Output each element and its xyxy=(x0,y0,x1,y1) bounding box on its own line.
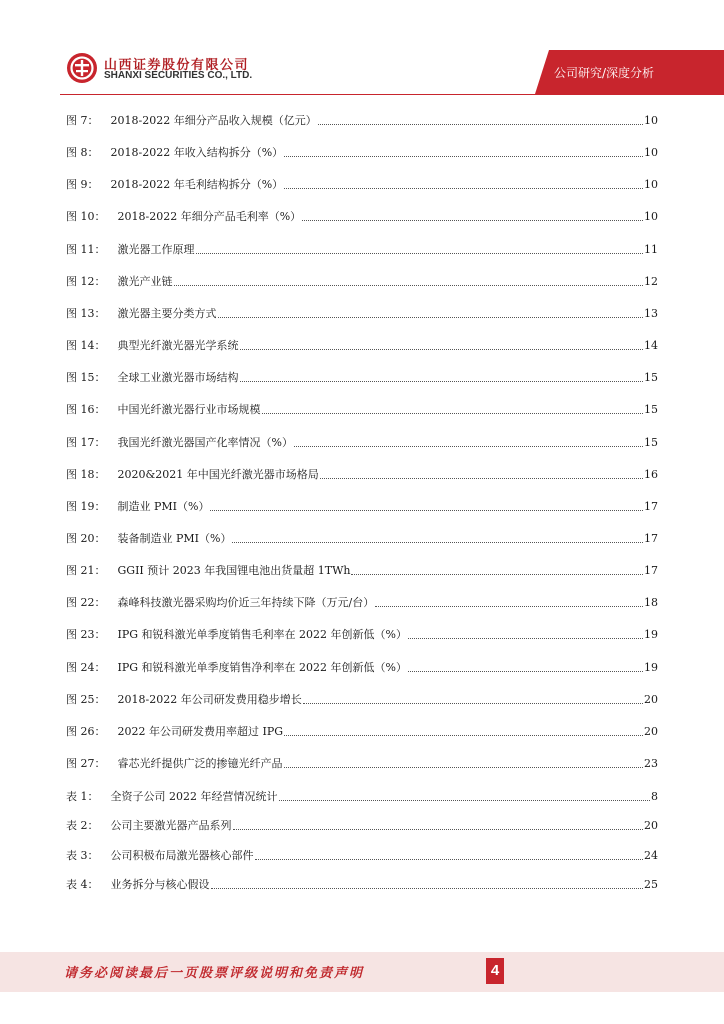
figure-title: 2018-2022 年毛利结构拆分（%） xyxy=(110,178,284,192)
figure-entry[interactable] xyxy=(66,337,658,355)
dot-leader xyxy=(174,284,644,286)
figure-entry[interactable] xyxy=(66,305,658,323)
dot-leader xyxy=(318,123,643,125)
figure-entry[interactable] xyxy=(66,144,658,162)
figure-number: 图 22： xyxy=(66,596,106,610)
figure-entry[interactable] xyxy=(66,208,658,226)
table-entry[interactable] xyxy=(66,876,658,894)
dot-leader xyxy=(255,858,644,860)
figure-title: 2018-2022 年细分产品收入规模（亿元） xyxy=(110,114,317,127)
figure-title: 2018-2022 年收入结构拆分（%） xyxy=(110,146,284,160)
figure-entry[interactable] xyxy=(66,659,658,677)
table-entry-label xyxy=(66,788,278,806)
table-title: 公司主要激光器产品系列 xyxy=(110,819,232,833)
figure-title: 2020&2021 年中国光纤激光器市场格局 xyxy=(117,467,319,481)
figure-title: 激光产业链 xyxy=(117,274,173,288)
figure-title: GGII 预计 2023 年我国锂电池出货量超 1TWh xyxy=(117,564,351,578)
figure-entry-label xyxy=(66,594,374,612)
table-title: 业务拆分与核心假设 xyxy=(110,877,210,891)
table-page-number: 25 xyxy=(644,877,658,891)
figure-entry[interactable] xyxy=(66,466,658,484)
figure-entry[interactable] xyxy=(66,241,658,259)
figure-page-number: 16 xyxy=(644,467,658,481)
table-entry-label xyxy=(66,847,254,865)
figure-title: 2018-2022 年细分产品毛利率（%） xyxy=(117,210,302,224)
figure-title: IPG 和锐科激光单季度销售净利率在 2022 年创新低（%） xyxy=(117,660,407,674)
figure-entry-label xyxy=(66,626,407,644)
table-entry[interactable] xyxy=(66,788,658,806)
figure-number: 图 12： xyxy=(66,274,106,288)
figure-entry-label xyxy=(66,305,217,323)
figure-entry[interactable] xyxy=(66,626,658,644)
figure-entry[interactable] xyxy=(66,401,658,419)
figure-number: 图 9： xyxy=(66,178,99,192)
figure-title: 2022 年公司研发费用率超过 IPG xyxy=(117,724,284,738)
dot-leader xyxy=(408,637,643,639)
table-page-number: 20 xyxy=(644,819,658,833)
figure-number: 图 23： xyxy=(66,628,106,642)
figure-title: 典型光纤激光器光学系统 xyxy=(117,339,239,353)
dot-leader xyxy=(240,380,644,382)
dot-leader xyxy=(284,734,643,736)
figure-page-number: 14 xyxy=(644,339,658,353)
dot-leader xyxy=(294,445,643,447)
figure-entry-label xyxy=(66,723,283,741)
figure-title: 森峰科技激光器采购均价近三年持续下降（万元/台） xyxy=(117,596,375,610)
dot-leader xyxy=(284,155,643,157)
figure-page-number: 17 xyxy=(644,499,658,513)
header-divider xyxy=(60,94,724,95)
figure-title: 全球工业激光器市场结构 xyxy=(117,371,239,385)
dot-leader xyxy=(351,573,643,575)
figure-entry-label xyxy=(66,369,239,387)
figure-entry-label xyxy=(66,401,261,419)
figure-title: 制造业 PMI（%） xyxy=(117,499,210,513)
figure-page-number: 17 xyxy=(644,531,658,545)
figure-title: 2018-2022 年公司研发费用稳步增长 xyxy=(117,692,302,706)
figure-number: 图 24： xyxy=(66,660,106,674)
figure-number: 图 25： xyxy=(66,692,106,706)
company-name-cn: 山西证券股份有限公司 xyxy=(104,58,250,73)
figure-page-number: 15 xyxy=(644,403,658,417)
figure-page-number: 20 xyxy=(644,692,658,706)
figure-page-number: 17 xyxy=(644,564,658,578)
dot-leader xyxy=(211,887,644,889)
figure-number: 图 11： xyxy=(66,242,106,256)
figure-page-number: 15 xyxy=(644,435,658,449)
figure-number: 图 18： xyxy=(66,467,106,481)
figure-entry[interactable] xyxy=(66,112,658,130)
dot-leader xyxy=(210,509,643,511)
figure-entry[interactable] xyxy=(66,562,658,580)
table-entry-label xyxy=(66,876,210,894)
figure-number: 图 17： xyxy=(66,435,106,449)
figure-entry[interactable] xyxy=(66,530,658,548)
figure-number: 图 26： xyxy=(66,724,106,738)
dot-leader xyxy=(240,348,644,350)
figure-page-number: 13 xyxy=(644,306,658,320)
dot-leader xyxy=(375,605,643,607)
figure-title: 激光器工作原理 xyxy=(117,242,195,256)
figure-page-number: 19 xyxy=(644,660,658,674)
figure-page-number: 23 xyxy=(644,757,658,770)
figure-entry[interactable] xyxy=(66,594,658,612)
figure-entry-label xyxy=(66,691,302,709)
disclaimer-text: 请务必阅读最后一页股票评级说明和免责声明 xyxy=(64,966,365,981)
table-entry[interactable] xyxy=(66,847,658,865)
figure-entry[interactable] xyxy=(66,434,658,452)
figure-page-number: 19 xyxy=(644,628,658,642)
figure-number: 图 14： xyxy=(66,339,106,353)
figure-entry-label xyxy=(66,755,283,773)
figure-entry-label xyxy=(66,241,195,259)
figure-number: 图 8： xyxy=(66,146,99,160)
figure-page-number: 10 xyxy=(644,178,658,192)
table-title: 全资子公司 2022 年经营情况统计 xyxy=(110,790,278,803)
figure-page-number: 11 xyxy=(644,242,658,256)
dot-leader xyxy=(279,799,651,801)
figure-entry[interactable] xyxy=(66,691,658,709)
figure-number: 图 10： xyxy=(66,210,106,224)
figure-page-number: 10 xyxy=(644,146,658,160)
figure-entry[interactable] xyxy=(66,273,658,291)
figure-number: 图 21： xyxy=(66,564,106,578)
figure-title: 激光器主要分类方式 xyxy=(117,306,217,320)
figure-number: 图 15： xyxy=(66,371,106,385)
dot-leader xyxy=(232,541,643,543)
table-entry[interactable] xyxy=(66,817,658,835)
figure-title: 中国光纤激光器行业市场规模 xyxy=(117,403,261,417)
figure-entry-label xyxy=(66,562,350,580)
dot-leader xyxy=(218,316,644,318)
figure-number: 图 19： xyxy=(66,499,106,513)
figure-page-number: 12 xyxy=(644,274,658,288)
company-name-en: SHANXI SECURITIES CO., LTD. xyxy=(104,70,253,81)
table-entry-label xyxy=(66,817,232,835)
table-number: 表 3： xyxy=(66,848,99,862)
category-banner-label: 公司研究/深度分析 xyxy=(554,66,655,80)
dot-leader xyxy=(303,702,643,704)
figure-entry-label xyxy=(66,530,231,548)
figure-entry-label xyxy=(66,273,173,291)
dot-leader xyxy=(196,252,644,254)
figure-entry-label xyxy=(66,337,239,355)
figure-page-number: 18 xyxy=(644,596,658,610)
dot-leader xyxy=(408,670,643,672)
dot-leader xyxy=(284,766,644,768)
figure-page-number: 10 xyxy=(644,114,658,127)
table-number: 表 2： xyxy=(66,819,99,833)
figure-number: 图 13： xyxy=(66,306,106,320)
dot-leader xyxy=(320,477,643,479)
figure-entry[interactable] xyxy=(66,755,658,773)
figure-page-number: 15 xyxy=(644,371,658,385)
figure-entry[interactable] xyxy=(66,723,658,741)
figure-title: 装备制造业 PMI（%） xyxy=(117,531,232,545)
figure-entry[interactable] xyxy=(66,369,658,387)
figure-number: 图 16： xyxy=(66,403,106,417)
page-header xyxy=(0,0,724,100)
figure-entry-label xyxy=(66,434,293,452)
figure-entry-label xyxy=(66,466,319,484)
dot-leader xyxy=(284,187,643,189)
figure-page-number: 20 xyxy=(644,724,658,738)
page-number: 4 xyxy=(486,958,504,984)
figure-title: IPG 和锐科激光单季度销售毛利率在 2022 年创新低（%） xyxy=(117,628,407,642)
figure-entry-label xyxy=(66,498,209,516)
figure-entry-label xyxy=(66,208,301,226)
table-page-number: 24 xyxy=(644,848,658,862)
figure-entry-label xyxy=(66,144,283,162)
dot-leader xyxy=(233,828,644,830)
figure-number: 图 7： xyxy=(66,114,99,127)
figure-title: 睿芯光纤提供广泛的掺镱光纤产品 xyxy=(117,757,283,770)
figure-entry-label xyxy=(66,176,283,194)
figure-number: 图 20： xyxy=(66,531,106,545)
table-number: 表 4： xyxy=(66,877,99,891)
figure-entry-label xyxy=(66,112,317,130)
figure-entry-label xyxy=(66,659,407,677)
dot-leader xyxy=(302,219,643,221)
table-title: 公司积极布局激光器核心部件 xyxy=(110,848,254,862)
figure-entry[interactable] xyxy=(66,498,658,516)
company-logo-icon xyxy=(66,52,98,84)
dot-leader xyxy=(262,412,644,414)
table-page-number: 8 xyxy=(651,790,658,803)
figure-title: 我国光纤激光器国产化率情况（%） xyxy=(117,435,293,449)
table-number: 表 1： xyxy=(66,790,99,803)
figure-page-number: 10 xyxy=(644,210,658,224)
figure-number: 图 27： xyxy=(66,757,106,770)
figure-entry[interactable] xyxy=(66,176,658,194)
